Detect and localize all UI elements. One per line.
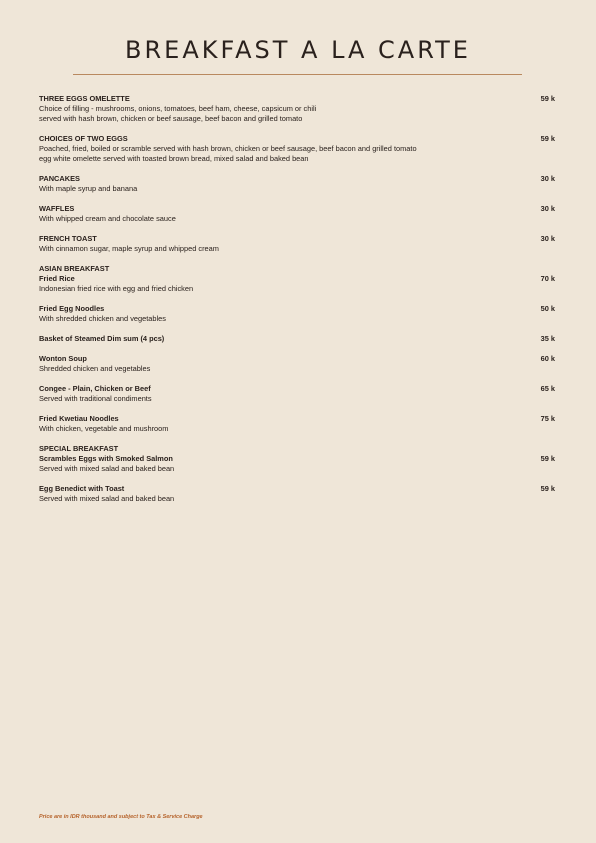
menu-item-name: WAFFLES bbox=[39, 204, 75, 213]
menu-item bbox=[39, 204, 555, 224]
section-heading: SPECIAL BREAKFAST bbox=[39, 444, 119, 453]
page-title: BREAKFAST A LA CARTE bbox=[125, 36, 471, 64]
menu-item-description: With whipped cream and chocolate sauce bbox=[39, 214, 176, 223]
menu-item-description: Choice of filling - mushrooms, onions, tomatoes, beef ham, cheese, capsicum or chili bbox=[39, 104, 317, 113]
menu-item-name: Fried Rice bbox=[39, 274, 75, 283]
menu-item-price: 35 k bbox=[540, 334, 555, 343]
menu-item bbox=[39, 304, 555, 324]
menu-item bbox=[39, 444, 555, 474]
menu-item-name: Egg Benedict with Toast bbox=[39, 484, 125, 493]
section-heading: ASIAN BREAKFAST bbox=[39, 264, 110, 273]
menu-item-price: 59 k bbox=[540, 484, 555, 493]
menu-item-description: Served with mixed salad and baked bean bbox=[39, 464, 175, 473]
menu-item-description: Served with traditional condiments bbox=[39, 394, 152, 403]
menu-item bbox=[39, 384, 555, 404]
menu-item bbox=[39, 94, 555, 124]
menu-item-price: 59 k bbox=[540, 454, 555, 463]
menu-item-name: FRENCH TOAST bbox=[39, 234, 97, 243]
menu-item-name: Basket of Steamed Dim sum (4 pcs) bbox=[39, 334, 165, 343]
menu-item-price: 30 k bbox=[540, 174, 555, 183]
menu-item-price: 60 k bbox=[540, 354, 555, 363]
menu-item-name: PANCAKES bbox=[39, 174, 80, 183]
menu-item-description: Shredded chicken and vegetables bbox=[39, 364, 151, 373]
menu-item-description: Served with mixed salad and baked bean bbox=[39, 494, 175, 503]
menu-item-description: egg white omelette served with toasted brown bread, mixed salad and baked bean bbox=[39, 154, 309, 163]
menu-item-price: 70 k bbox=[540, 274, 555, 283]
menu-item-price: 75 k bbox=[540, 414, 555, 423]
menu-item bbox=[39, 414, 555, 434]
menu-item bbox=[39, 354, 555, 374]
menu-item-description: Poached, fried, boiled or scramble served with hash brown, chicken or beef sausage, beef bacon and grilled tomato bbox=[39, 144, 417, 153]
menu-item bbox=[39, 174, 555, 194]
menu-item-price: 30 k bbox=[540, 204, 555, 213]
menu-item-name: Fried Kwetiau Noodles bbox=[39, 414, 119, 423]
menu-item-price: 30 k bbox=[540, 234, 555, 243]
menu-item-price: 59 k bbox=[540, 94, 555, 103]
menu-item-name: Wonton Soup bbox=[39, 354, 87, 363]
menu-item bbox=[39, 484, 555, 504]
menu-item bbox=[39, 334, 555, 344]
menu-item-name: Scrambles Eggs with Smoked Salmon bbox=[39, 454, 173, 463]
menu-item-name: THREE EGGS OMELETTE bbox=[39, 94, 130, 103]
menu-item-name: Fried Egg Noodles bbox=[39, 304, 105, 313]
menu-item-price: 59 k bbox=[540, 134, 555, 143]
title-divider bbox=[73, 74, 522, 75]
menu-item-description: Indonesian fried rice with egg and fried chicken bbox=[39, 284, 194, 293]
menu-item-price: 65 k bbox=[540, 384, 555, 393]
menu-item bbox=[39, 234, 555, 254]
menu-list bbox=[39, 94, 555, 514]
menu-item bbox=[39, 264, 555, 294]
menu-item-name: Congee - Plain, Chicken or Beef bbox=[39, 384, 151, 393]
price-note: Price are in IDR thousand and subject to Tax & Service Charge bbox=[39, 814, 203, 820]
menu-item-description: With cinnamon sugar, maple syrup and whipped cream bbox=[39, 244, 219, 253]
menu-item-price: 50 k bbox=[540, 304, 555, 313]
menu-item-name: CHOICES OF TWO EGGS bbox=[39, 134, 128, 143]
menu-item-description: With maple syrup and banana bbox=[39, 184, 138, 193]
menu-item-description: served with hash brown, chicken or beef sausage, beef bacon and grilled tomato bbox=[39, 114, 303, 123]
menu-item-description: With shredded chicken and vegetables bbox=[39, 314, 166, 323]
menu-item bbox=[39, 134, 555, 164]
menu-item-description: With chicken, vegetable and mushroom bbox=[39, 424, 169, 433]
